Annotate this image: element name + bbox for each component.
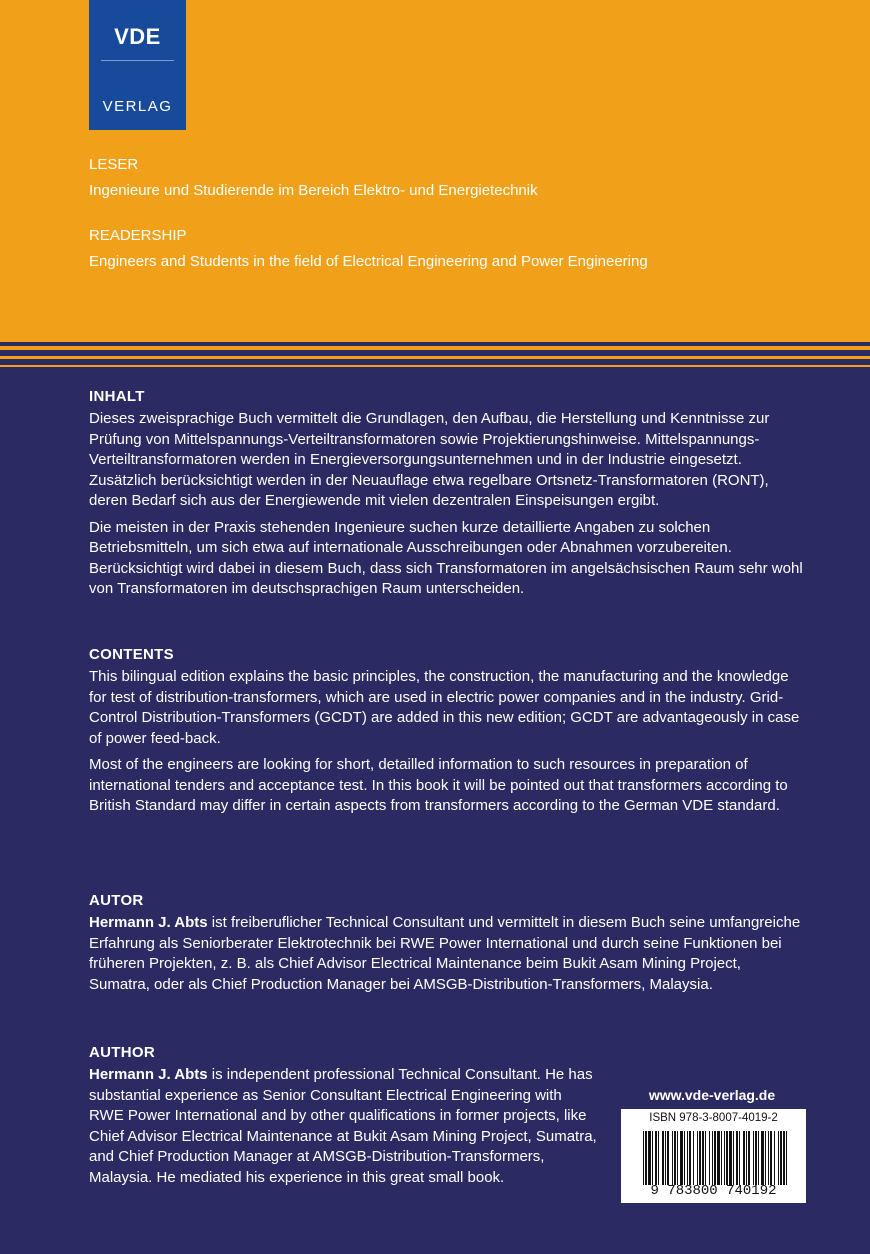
website-url: www.vde-verlag.de bbox=[648, 1087, 776, 1103]
autor-bio-text: ist freiberuflicher Technical Consultant und vermittelt in diesem Buch seine umfangreiche Erfahrung als Seniorberater Elektrotechnik bei RWE Power International und durch seine Funktionen bei früheren Projekten, z. B. als Chief Advisor Electrical Maintenance beim Bukit Asam Mining Project, Sumatra, oder als Chief Production Manager bei AMSGB-Distribution-Transformers, Malaysia. bbox=[89, 914, 801, 993]
author-heading: AUTHOR bbox=[89, 1044, 155, 1061]
logo-divider bbox=[101, 60, 174, 61]
readership-heading: READERSHIP bbox=[89, 227, 187, 244]
inhalt-heading: INHALT bbox=[89, 388, 145, 405]
logo-verlag-text: VERLAG bbox=[102, 98, 173, 115]
stripe-divider bbox=[0, 338, 870, 378]
author-name: Hermann J. Abts bbox=[89, 1066, 208, 1083]
readership-text: Engineers and Students in the field of Electrical Engineering and Power Engineering bbox=[89, 253, 648, 270]
barcode-bars bbox=[643, 1131, 788, 1185]
author-section bbox=[89, 1044, 597, 1188]
contents-section bbox=[89, 646, 804, 823]
autor-name: Hermann J. Abts bbox=[89, 914, 208, 931]
author-bio bbox=[89, 1065, 597, 1188]
autor-heading: AUTOR bbox=[89, 892, 144, 909]
autor-section bbox=[89, 892, 804, 995]
vde-verlag-logo bbox=[89, 0, 186, 130]
leser-heading: LESER bbox=[89, 156, 139, 173]
author-bio-text: is independent professional Technical Consultant. He has substantial experience as Senior Consultant Electrical Engineering with RWE Power International and by other qualifications in former projects, like Chief Advisor Electrical Maintenance at Bukit Asam Mining Project, Sumatra, and Chief Production Manager at AMSGB-Distribution-Transformers, Malaysia. He mediated his experience in this great small book. bbox=[89, 1066, 597, 1186]
autor-bio bbox=[89, 913, 804, 995]
inhalt-paragraph-2: Die meisten in der Praxis stehenden Ingenieure suchen kurze detaillierte Angaben zu solchen Betriebsmitteln, um sich etwa auf internationale Ausschreibungen oder Abnahmen vorzubereiten. Berücksichtigt wird dabei in diesem Buch, dass sich Transformatoren im angelsächsischen Raum sehr wohl von Transformatoren im deutschsprachigen Raum unterscheiden. bbox=[89, 518, 803, 597]
leser-text: Ingenieure und Studierende im Bereich Elektro- und Energietechnik bbox=[89, 182, 538, 199]
logo-vde-text: VDE bbox=[114, 24, 161, 49]
contents-paragraph-2: Most of the engineers are looking for short, detailled information to such resources in preparation of international tenders and acceptance test. In this book it will be pointed out that transformers according to British Standard may differ in certain aspects from transformers according to the German VDE standard. bbox=[89, 756, 788, 814]
isbn-barcode bbox=[621, 1109, 806, 1203]
isbn-text: ISBN 978-3-8007-4019-2 bbox=[649, 1112, 778, 1124]
contents-heading: CONTENTS bbox=[89, 646, 174, 663]
inhalt-paragraph-1: Dieses zweisprachige Buch vermittelt die Grundlagen, den Aufbau, die Herstellung und Kenntnisse zur Prüfung von Mittelspannungs-Verteiltransformatoren sowie Projektierungshinweise. Mittelspannungs-Verteiltransformatoren werden in Energieversorgungsunternehmen und in der Industrie eingesetzt. Zusätzlich berücksichtigt werden in der Neuauflage etwa regelbare Ortsnetz-Transformatoren (RONT), deren Bedarf sich aus der Energiewende mit vielen dezentralen Einspeisungen ergibt. bbox=[89, 410, 770, 509]
barcode-digits: 9 783800 740192 bbox=[650, 1183, 777, 1199]
contents-paragraph-1: This bilingual edition explains the basic principles, the construction, the manufacturing and the knowledge for test of distribution-transformers, which are used in electric power companies and in the industry. Grid-Control Distribution-Transformers (GCDT) are added in this new edition; GCDT are advantageously in case of power feed-back. bbox=[89, 668, 800, 747]
inhalt-section bbox=[89, 388, 804, 606]
